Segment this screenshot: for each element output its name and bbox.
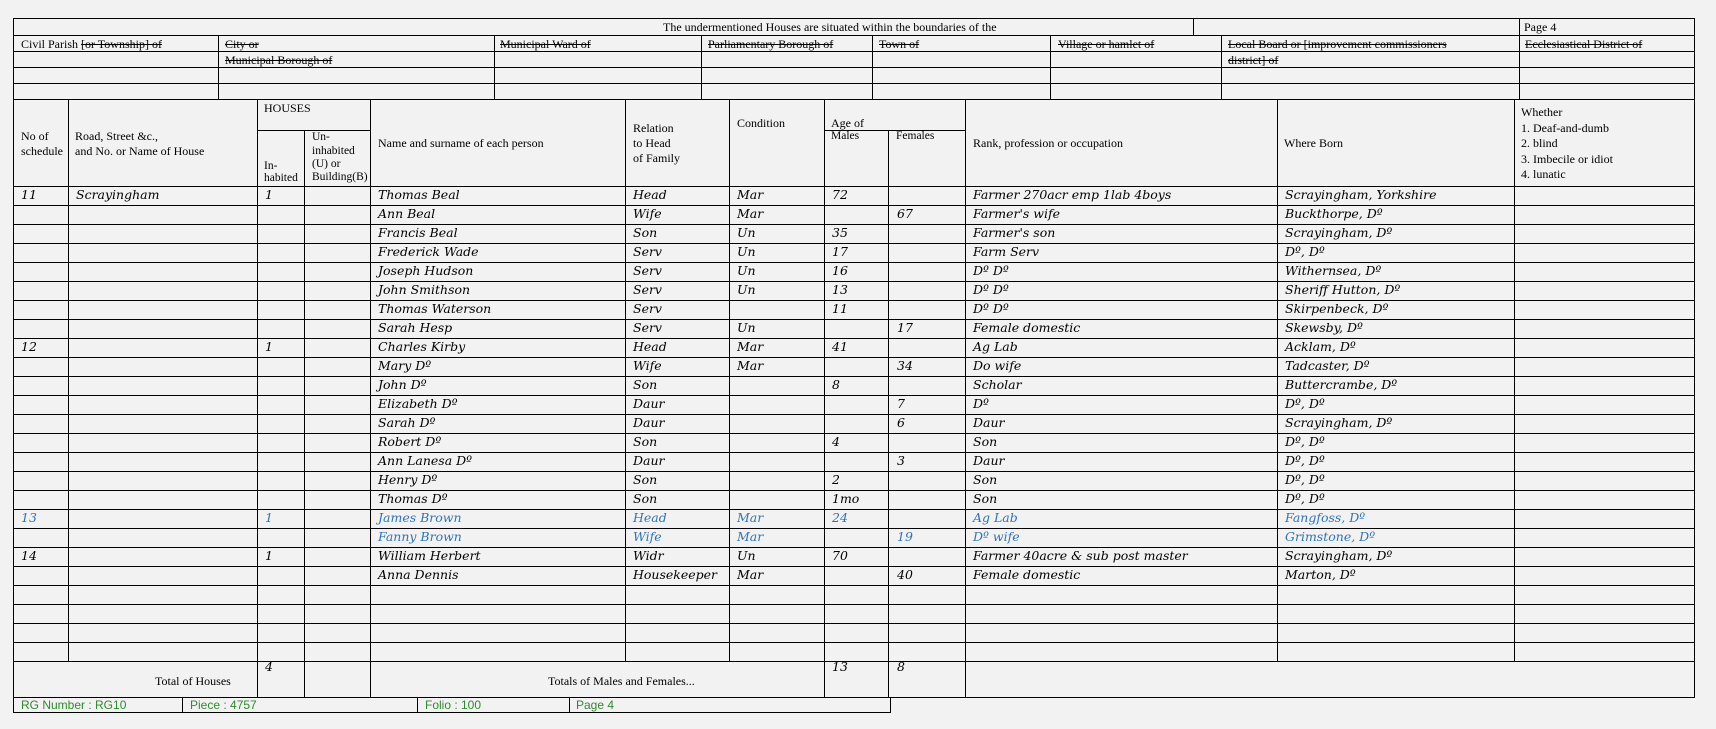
rank-cell: Son (973, 434, 998, 449)
where-born-cell: Dº, Dº (1285, 396, 1325, 411)
condition-cell: Mar (737, 358, 764, 373)
name-cell: Thomas Waterson (378, 301, 492, 316)
name-cell: Thomas Dº (378, 491, 448, 506)
col-inhabited-2: habited (264, 172, 298, 184)
name-cell: Fanny Brown (378, 529, 462, 544)
inhabited-cell: 1 (265, 510, 273, 525)
relation-cell: Head (633, 339, 667, 354)
males-cell: 41 (832, 339, 848, 354)
rank-cell: Dº wife (973, 529, 1020, 544)
ecclesiastical-label: Ecclesiastical District of (1525, 37, 1643, 51)
name-cell: James Brown (378, 510, 462, 525)
name-cell: Thomas Beal (378, 187, 460, 202)
col-whether-1: 1. Deaf-and-dumb (1521, 121, 1609, 135)
name-cell: Anna Dennis (378, 567, 459, 582)
footer-folio: Folio : 100 (425, 698, 482, 712)
boundaries-title: The undermentioned Houses are situated within the boundaries of the (663, 20, 997, 34)
where-born-cell: Dº, Dº (1285, 491, 1325, 506)
col-where-born: Where Born (1284, 136, 1343, 150)
col-females: Females (896, 130, 935, 142)
females-cell: 7 (897, 396, 905, 411)
rank-cell: Farmer's wife (973, 206, 1061, 221)
name-cell: Frederick Wade (378, 244, 479, 259)
page-label: Page 4 (1524, 20, 1557, 34)
males-cell: 24 (832, 510, 848, 525)
name-cell: Joseph Hudson (378, 263, 474, 278)
relation-cell: Son (633, 491, 658, 506)
condition-cell: Un (737, 225, 756, 240)
females-cell: 19 (897, 529, 913, 544)
name-cell: Robert Dº (378, 434, 442, 449)
rank-cell: Scholar (973, 377, 1022, 392)
inhabited-cell: 1 (265, 548, 273, 563)
relation-cell: Serv (633, 320, 662, 335)
relation-cell: Daur (633, 453, 665, 468)
relation-cell: Serv (633, 282, 662, 297)
rank-cell: Dº (973, 396, 989, 411)
rank-cell: Farm Serv (973, 244, 1040, 259)
col-road: Road, Street &c., (75, 129, 158, 143)
where-born-cell: Scrayingham, Dº (1285, 225, 1393, 240)
col-relation-2: to Head (633, 136, 671, 150)
condition-cell: Mar (737, 206, 764, 221)
males-cell: 16 (832, 263, 848, 278)
road-cell: Scrayingham (76, 187, 160, 202)
condition-cell: Mar (737, 187, 764, 202)
where-born-cell: Buttercrambe, Dº (1285, 377, 1398, 392)
name-cell: Henry Dº (378, 472, 438, 487)
name-cell: John Smithson (378, 282, 471, 297)
condition-cell: Mar (737, 339, 764, 354)
rank-cell: Ag Lab (973, 510, 1018, 525)
relation-cell: Serv (633, 263, 662, 278)
where-born-cell: Withernsea, Dº (1285, 263, 1382, 278)
males-cell: 1mo (832, 491, 860, 506)
where-born-cell: Skewsby, Dº (1285, 320, 1363, 335)
footer-piece: Piece : 4757 (190, 698, 257, 712)
schedule-cell: 12 (21, 339, 37, 354)
col-rank: Rank, profession or occupation (973, 136, 1123, 150)
schedule-cell: 14 (21, 548, 37, 563)
females-cell: 67 (897, 206, 913, 221)
col-whether-2: 2. blind (1521, 136, 1558, 150)
name-cell: Ann Lanesa Dº (378, 453, 473, 468)
condition-cell: Un (737, 282, 756, 297)
where-born-cell: Scrayingham, Dº (1285, 548, 1393, 563)
where-born-cell: Marton, Dº (1285, 567, 1356, 582)
males-cell: 4 (832, 434, 840, 449)
parliamentary-borough-label: Parliamentary Borough of (708, 37, 834, 51)
males-cell: 72 (832, 187, 848, 202)
relation-cell: Son (633, 434, 658, 449)
footer-rg-number: RG Number : RG10 (21, 698, 127, 712)
condition-cell: Mar (737, 529, 764, 544)
relation-cell: Son (633, 472, 658, 487)
rank-cell: Daur (973, 415, 1005, 430)
condition-cell: Un (737, 548, 756, 563)
males-cell: 13 (832, 282, 848, 297)
condition-cell: Un (737, 320, 756, 335)
name-cell: Francis Beal (378, 225, 458, 240)
town-label: Town of (879, 37, 920, 51)
rank-cell: Female domestic (973, 320, 1081, 335)
civil-parish-label: Civil Parish [or Township] of (21, 37, 162, 51)
total-persons-label: Totals of Males and Females... (548, 674, 695, 688)
total-males-value: 13 (832, 659, 848, 674)
where-born-cell: Sheriff Hutton, Dº (1285, 282, 1401, 297)
schedule-cell: 11 (21, 187, 37, 202)
col-road-2: and No. or Name of House (75, 144, 205, 158)
col-relation: Relation (633, 121, 674, 135)
condition-cell: Un (737, 263, 756, 278)
relation-cell: Daur (633, 396, 665, 411)
footer-page: Page 4 (576, 698, 615, 712)
schedule-cell: 13 (21, 510, 37, 525)
rank-cell: Dº Dº (973, 263, 1009, 278)
col-relation-3: of Family (633, 151, 680, 165)
relation-cell: Wife (633, 529, 662, 544)
col-whether-3: 3. Imbecile or idiot (1521, 152, 1613, 166)
col-uninhabited-3: (U) or (312, 158, 341, 170)
inhabited-cell: 1 (265, 339, 273, 354)
where-born-cell: Grimstone, Dº (1285, 529, 1376, 544)
where-born-cell: Dº, Dº (1285, 244, 1325, 259)
col-uninhabited-2: inhabited (312, 145, 355, 157)
rank-cell: Son (973, 491, 998, 506)
where-born-cell: Scrayingham, Dº (1285, 415, 1393, 430)
rank-cell: Dº Dº (973, 282, 1009, 297)
rank-cell: Farmer 270acr emp 1lab 4boys (973, 187, 1172, 202)
males-cell: 35 (832, 225, 848, 240)
males-cell: 8 (832, 377, 840, 392)
name-cell: William Herbert (378, 548, 481, 563)
col-inhabited: In- (264, 160, 278, 172)
name-cell: Sarah Dº (378, 415, 436, 430)
rank-cell: Farmer 40acre & sub post master (973, 548, 1188, 563)
col-males: Males (831, 130, 860, 142)
col-uninhabited: Un- (312, 131, 330, 143)
col-whether-4: 4. lunatic (1521, 167, 1566, 181)
total-houses-label: Total of Houses (155, 674, 231, 688)
col-whether: Whether (1521, 105, 1563, 119)
rank-cell: Son (973, 472, 998, 487)
rank-cell: Female domestic (973, 567, 1081, 582)
males-cell: 11 (832, 301, 848, 316)
rank-cell: Ag Lab (973, 339, 1018, 354)
where-born-cell: Dº, Dº (1285, 434, 1325, 449)
total-houses-value: 4 (265, 659, 273, 674)
local-board-label: Local Board or [improvement commissioners (1228, 37, 1447, 51)
females-cell: 17 (897, 320, 913, 335)
females-cell: 3 (897, 453, 905, 468)
where-born-cell: Acklam, Dº (1285, 339, 1356, 354)
name-cell: Sarah Hesp (378, 320, 453, 335)
relation-cell: Housekeeper (633, 567, 718, 582)
relation-cell: Head (633, 510, 667, 525)
relation-cell: Wife (633, 358, 662, 373)
relation-cell: Serv (633, 301, 662, 316)
females-cell: 34 (897, 358, 913, 373)
col-age-of: Age of (831, 116, 864, 130)
col-name: Name and surname of each person (378, 136, 544, 150)
where-born-cell: Skirpenbeck, Dº (1285, 301, 1389, 316)
rank-cell: Dº Dº (973, 301, 1009, 316)
col-condition: Condition (737, 116, 786, 130)
name-cell: Elizabeth Dº (378, 396, 458, 411)
relation-cell: Head (633, 187, 667, 202)
where-born-cell: Fangfoss, Dº (1285, 510, 1366, 525)
condition-cell: Un (737, 244, 756, 259)
rank-cell: Farmer's son (973, 225, 1056, 240)
females-cell: 6 (897, 415, 905, 430)
relation-cell: Wife (633, 206, 662, 221)
relation-cell: Daur (633, 415, 665, 430)
inhabited-cell: 1 (265, 187, 273, 202)
condition-cell: Mar (737, 510, 764, 525)
local-board-label-2: district] of (1228, 53, 1279, 67)
col-schedule: No of (21, 129, 49, 143)
males-cell: 2 (832, 472, 840, 487)
municipal-borough-label: Municipal Borough of (225, 53, 333, 67)
where-born-cell: Scrayingham, Yorkshire (1285, 187, 1437, 202)
municipal-ward-label: Municipal Ward of (500, 37, 591, 51)
col-houses: HOUSES (264, 101, 311, 115)
where-born-cell: Tadcaster, Dº (1285, 358, 1370, 373)
where-born-cell: Dº, Dº (1285, 453, 1325, 468)
name-cell: John Dº (378, 377, 427, 392)
total-females-value: 8 (897, 659, 905, 674)
village-label: Village or hamlet of (1058, 37, 1155, 51)
rank-cell: Do wife (973, 358, 1022, 373)
females-cell: 40 (897, 567, 913, 582)
col-uninhabited-4: Building(B) (312, 171, 368, 183)
where-born-cell: Buckthorpe, Dº (1285, 206, 1383, 221)
name-cell: Charles Kirby (378, 339, 466, 354)
rank-cell: Daur (973, 453, 1005, 468)
relation-cell: Widr (633, 548, 664, 563)
males-cell: 17 (832, 244, 848, 259)
relation-cell: Son (633, 377, 658, 392)
col-schedule-2: schedule (21, 144, 63, 158)
males-cell: 70 (832, 548, 848, 563)
where-born-cell: Dº, Dº (1285, 472, 1325, 487)
name-cell: Ann Beal (378, 206, 436, 221)
relation-cell: Serv (633, 244, 662, 259)
condition-cell: Mar (737, 567, 764, 582)
city-label: City or (225, 37, 259, 51)
relation-cell: Son (633, 225, 658, 240)
name-cell: Mary Dº (378, 358, 432, 373)
